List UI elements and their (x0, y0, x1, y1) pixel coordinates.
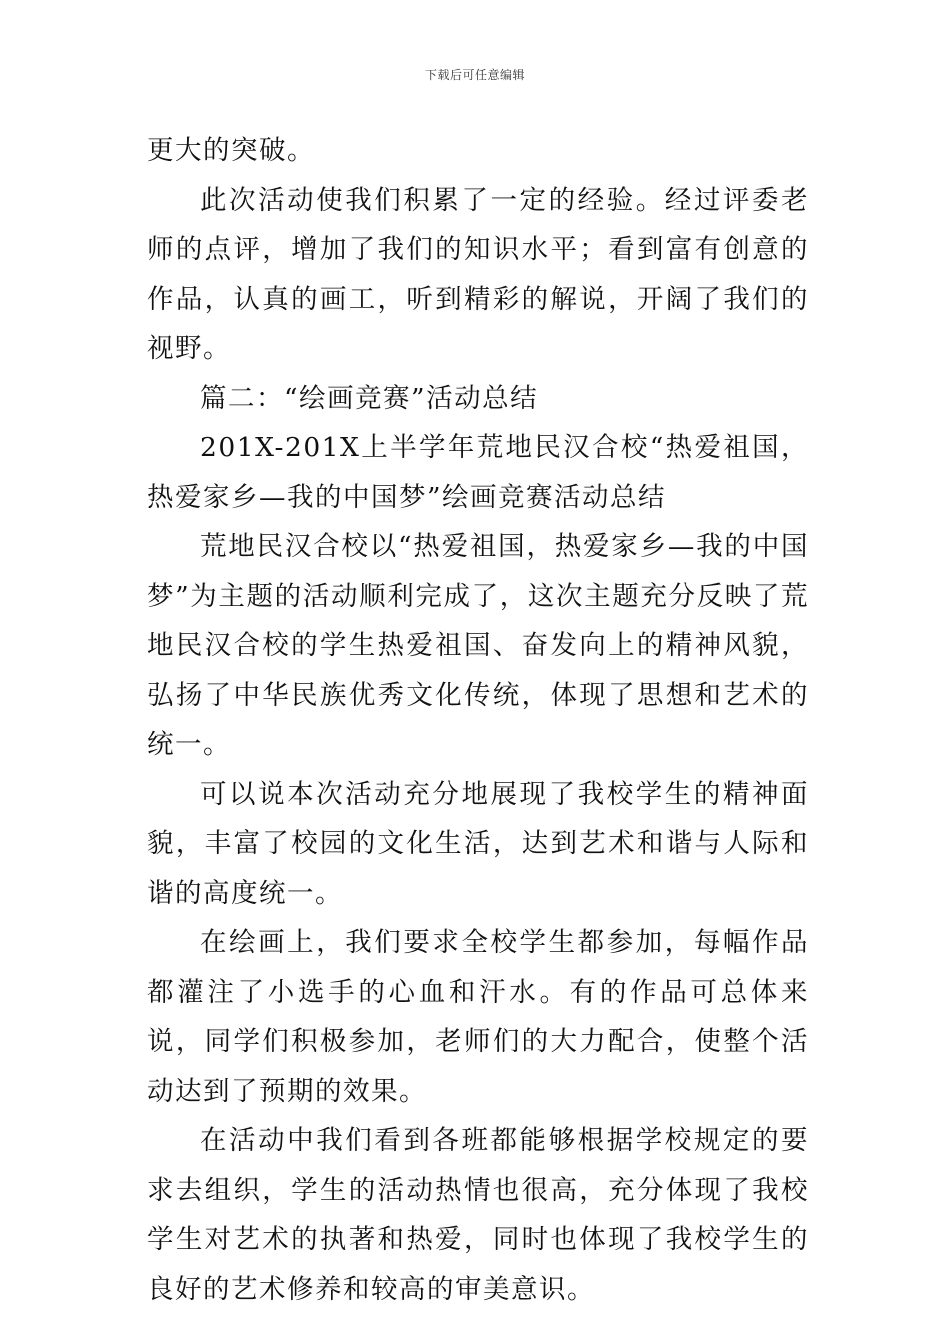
page-header: 下载后可任意编辑 (424, 68, 525, 82)
paragraph: 荒地民汉合校以“热爱祖国，热爱家乡—我的中国梦”为主题的活动顺利完成了，这次主题充分反映了荒地民汉合校的学生热爱祖国、奋发向上的精神风貌，弘扬了中华民族优秀文化传统，体现了思想和艺术的统一。 (147, 531, 809, 760)
paragraph: 此次活动使我们积累了一定的经验。经过评委老师的点评，增加了我们的知识水平；看到富有创意的作品，认真的画工，听到精彩的解说，开阔了我们的视野。 (147, 184, 809, 364)
section-title: 篇二：“绘画竞赛”活动总结 (200, 382, 539, 414)
paragraph: 在活动中我们看到各班都能够根据学校规定的要求去组织，学生的活动热情也很高，充分体现了我校学生对艺术的执著和热爱，同时也体现了我校学生的良好的艺术修养和较高的审美意识。 (147, 1125, 809, 1305)
document-body (147, 126, 809, 1314)
article-title: 201X-201X上半学年荒地民汉合校“热爱祖国，热爱家乡—我的中国梦”绘画竞赛活动总结 (147, 432, 809, 513)
paragraph: 可以说本次活动充分地展现了我校学生的精神面貌，丰富了校园的文化生活，达到艺术和谐与人际和谐的高度统一。 (147, 778, 809, 909)
paragraph: 在绘画上，我们要求全校学生都参加，每幅作品都灌注了小选手的心血和汗水。有的作品可总体来说，同学们积极参加，老师们的大力配合，使整个活动达到了预期的效果。 (147, 927, 809, 1107)
paragraph: 更大的突破。 (147, 135, 315, 166)
